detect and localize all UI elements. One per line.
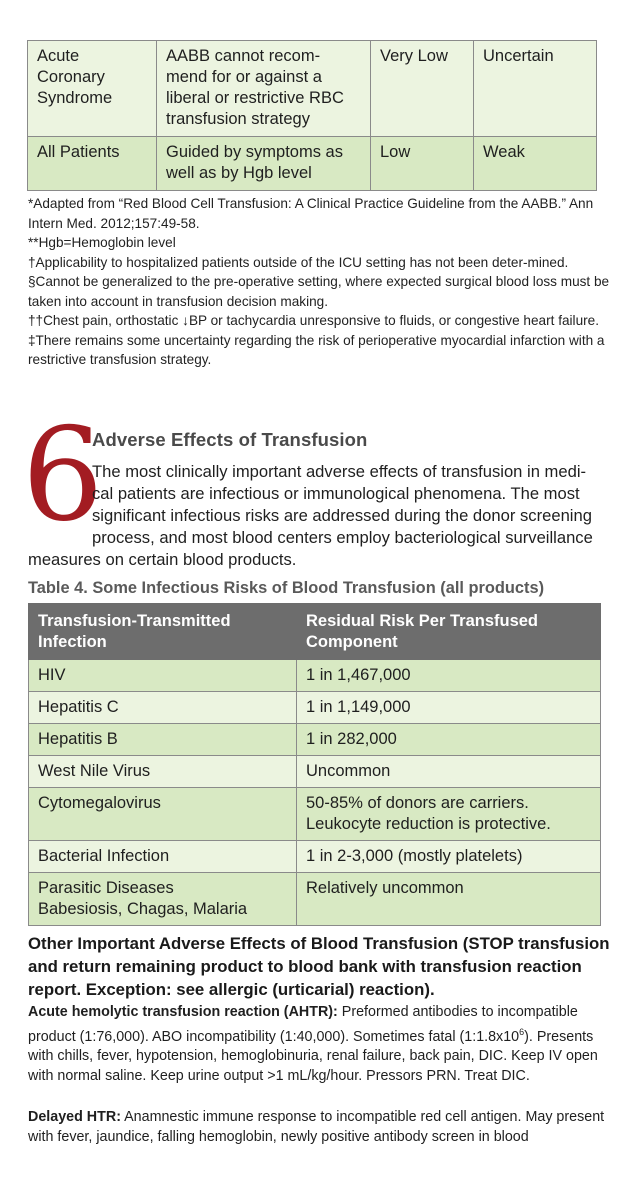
superscript: 6	[519, 1026, 525, 1037]
infection-cell: Cytomegalovirus	[29, 788, 297, 841]
header-line: Residual Risk Per Transfused	[306, 612, 539, 630]
table-row	[28, 137, 597, 191]
paragraph-line: process, and most blood centers employ bacteriological surveillance	[92, 528, 593, 547]
risk-cell: 1 in 282,000	[297, 724, 601, 756]
table-row	[29, 841, 601, 873]
population-cell	[28, 137, 157, 191]
infection-cell: HIV	[29, 660, 297, 692]
table-row	[29, 692, 601, 724]
footnote: *Adapted from “Red Blood Cell Transfusion: A Clinical Practice Guideline from the AABB.” Ann Intern Med. 2012;157:49-58.	[28, 196, 594, 231]
table-row	[29, 724, 601, 756]
quality-cell: Very Low	[371, 41, 474, 137]
column-header-infection	[29, 604, 297, 660]
cell-line: Parasitic Diseases	[38, 879, 174, 897]
infection-cell	[29, 873, 297, 926]
cell-line: All Patients	[37, 143, 120, 161]
recommendation-cell	[157, 137, 371, 191]
paragraph-line: measures on certain blood products.	[28, 550, 297, 569]
cell-line: liberal or restrictive RBC	[166, 89, 344, 107]
cell-line: well as by Hgb level	[166, 164, 312, 182]
adverse-effects-heading	[28, 932, 618, 1001]
ahtr-paragraph	[28, 1003, 618, 1086]
cell-line: 50-85% of donors are carriers.	[306, 794, 529, 812]
reaction-term: Delayed HTR:	[28, 1109, 121, 1125]
population-cell	[28, 41, 157, 137]
reaction-text: Anamnestic immune response to incompatible red cell antigen. May present with fever, jaundice, falling hemoglobin, newly positive antibody screen in blood	[28, 1109, 605, 1145]
cell-line: transfusion strategy	[166, 110, 310, 128]
table-row	[29, 756, 601, 788]
risk-cell: Relatively uncommon	[297, 873, 601, 926]
footnote: ††Chest pain, orthostatic ↓BP or tachycardia unresponsive to fluids, or congestive heart failure.	[28, 313, 599, 328]
table-row	[29, 788, 601, 841]
risk-cell: 1 in 1,467,000	[297, 660, 601, 692]
paragraph-line: The most clinically important adverse effects of transfusion in medi-	[92, 462, 587, 481]
infection-cell: Hepatitis C	[29, 692, 297, 724]
cell-line: Babesiosis, Chagas, Malaria	[38, 900, 248, 918]
header-line: Component	[306, 633, 398, 651]
risk-cell: 1 in 2-3,000 (mostly platelets)	[297, 841, 601, 873]
delayed-htr-paragraph	[28, 1108, 618, 1147]
cell-line: Acute	[37, 47, 80, 65]
footnote: †Applicability to hospitalized patients outside of the ICU setting has not been deter-mined.	[28, 254, 569, 270]
footnote: **Hgb=Hemoglobin level	[28, 235, 176, 250]
footnote: ‡There remains some uncertainty regarding the risk of perioperative myocardial infarction with a restrictive transfusion strategy.	[28, 332, 605, 367]
table-row	[29, 660, 601, 692]
heading-line: and return remaining product to blood bank with transfusion reaction	[28, 957, 582, 976]
footnotes	[28, 194, 614, 370]
header-line: Transfusion-Transmitted	[38, 612, 231, 630]
quality-cell: Low	[371, 137, 474, 191]
cell-line: Leukocyte reduction is protective.	[306, 815, 551, 833]
heading-line: report. Exception: see allergic (urticarial) reaction).	[28, 980, 435, 999]
cell-line: mend for or against a	[166, 68, 322, 86]
risk-cell: 1 in 1,149,000	[297, 692, 601, 724]
recommendation-table	[27, 40, 597, 191]
header-line: Infection	[38, 633, 107, 651]
table-caption: Table 4. Some Infectious Risks of Blood Transfusion (all products)	[28, 579, 545, 597]
infection-cell: West Nile Virus	[29, 756, 297, 788]
cell-line: Guided by symptoms as	[166, 143, 343, 161]
paragraph-line: cal patients are infectious or immunological phenomena. The most	[92, 484, 580, 503]
risk-cell: Uncommon	[297, 756, 601, 788]
reaction-text: Preformed antibodies to incompatible product (1:76,000). ABO incompatibility (1:40,000). Sometimes fatal (1:1.8x10	[28, 1004, 578, 1045]
risk-cell	[297, 788, 601, 841]
strength-cell: Weak	[474, 137, 597, 191]
reaction-term: Acute hemolytic transfusion reaction (AHTR):	[28, 1004, 338, 1020]
section-number-dropcap: 6	[22, 401, 104, 550]
table-header-row	[29, 604, 601, 660]
infection-cell: Hepatitis B	[29, 724, 297, 756]
infection-cell: Bacterial Infection	[29, 841, 297, 873]
paragraph-line: significant infectious risks are addressed during the donor screening	[92, 506, 592, 525]
column-header-risk	[297, 604, 601, 660]
table-row	[29, 873, 601, 926]
cell-line: AABB cannot recom-	[166, 47, 321, 65]
cell-line: Syndrome	[37, 89, 113, 107]
section-title: Adverse Effects of Transfusion	[92, 429, 368, 450]
recommendation-cell	[157, 41, 371, 137]
strength-cell: Uncertain	[474, 41, 597, 137]
reaction-text: ). Presents with chills, fever, hypotension, hemoglobinuria, renal failure, back pain, DIC. Keep IV open with normal saline. Keep urine output >1 mL/kg/hour. Pressors PRN. Treat DIC.	[28, 1028, 598, 1084]
heading-line: Other Important Adverse Effects of Blood Transfusion (STOP transfusion	[28, 934, 610, 953]
table-row	[28, 41, 597, 137]
infectious-risks-table	[28, 603, 601, 926]
cell-line: Coronary	[37, 68, 105, 86]
footnote: §Cannot be generalized to the pre-operative setting, where expected surgical blood loss must be taken into account in transfusion decision making.	[28, 274, 610, 309]
